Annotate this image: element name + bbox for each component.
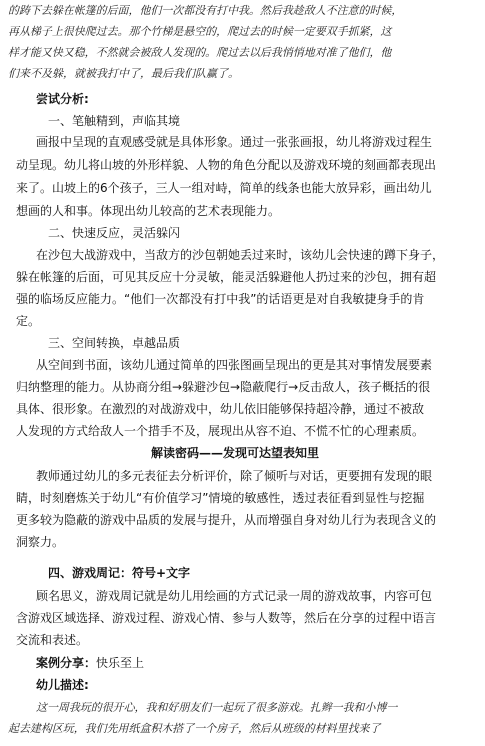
- paragraph-line: 从空间到书面，该幼儿通过简单的四张图画呈现出的更是其对事情发展要素: [36, 358, 433, 372]
- paragraph-line: 交流和表述。: [16, 633, 89, 647]
- quote-line: 起去建构区玩，我们先用纸盒积木搭了一个房子，然后从班级的材料里找来了: [8, 722, 381, 735]
- paragraph-line: 睛，时刻磨炼关于幼儿“有价值学习”情境的敏感性，透过表征看到显性与挖掘: [16, 491, 425, 505]
- quote-line: 再从梯子上很快爬过去。那个竹梯是悬空的，爬过去的时候一定要双手抓紧，这: [8, 25, 392, 38]
- paragraph-line: 定。: [16, 314, 41, 328]
- point-title: 一、笔触精到，声临其境: [48, 114, 181, 128]
- quote-line: 们来不及躲，就被我打中了，最后我们队赢了。: [8, 67, 239, 80]
- paragraph-line: 画报中呈现的直观感受就是具体形象。通过一张张画报，幼儿将游戏过程生: [36, 135, 433, 149]
- paragraph-line: 顾名思义，游戏周记就是幼儿用绘画的方式记录一周的游戏故事，内容可包: [36, 589, 433, 603]
- decode-heading: 解读密码——发现可达望表知里: [151, 446, 320, 460]
- paragraph-line: 更多较为隐蔽的游戏中品质的发展与提升，从而增强自身对幼儿行为表现含义的: [16, 513, 437, 527]
- paragraph-line: 在沙包大战游戏中，当敌方的沙包朝她丢过来时，该幼儿会快速的蹲下身子，: [36, 248, 445, 262]
- paragraph-line: 来了。山坡上的6个孩子，三人一组对峙，简单的线条也能大放异彩，画出幼儿: [16, 181, 432, 195]
- paragraph-line: 归纳整理的能力。从协商分组→躲避沙包→隐蔽爬行→反击敌人，孩子概括的很: [16, 380, 431, 394]
- point-title: 二、快速反应，灵活躲闪: [48, 226, 181, 240]
- section-heading-try-analysis: 尝试分析:: [36, 92, 89, 106]
- case-label: 案例分享：: [36, 656, 97, 670]
- paragraph-line: 动呈现。幼儿将山坡的外形样貌、人物的角色分配以及游戏环境的刻画都表现出: [16, 158, 437, 172]
- quote-line: 的踌下去躲在帐篷的后面，他们一次都没有打中我。然后我趁敌人不注意的时候，: [8, 4, 403, 17]
- point-title: 三、空间转换，卓越品质: [48, 336, 181, 350]
- paragraph-line: 躲在帐篷的后面，可见其反应十分灵敏，能灵活躲避他人扔过来的沙包，拥有超: [16, 270, 437, 284]
- paragraph-line: 具体、很形象。在激烈的对战游戏中，幼儿依旧能够保持超冷静，通过不被敌: [16, 402, 425, 416]
- section-heading-game-journal: 四、游戏周记：符号+文字: [48, 566, 191, 580]
- child-description-label: 幼儿描述:: [36, 678, 89, 692]
- paragraph-line: 强的临场反应能力。“他们一次都没有打中我”的话语更是对自我敏捷身手的肯: [16, 292, 425, 306]
- paragraph-line: 含游戏区域选择、游戏过程、游戏心情、参与人数等，然后在分享的过程中语言: [16, 611, 437, 625]
- quote-line: 这一周我玩的很开心，我和好朋友们一起玩了很多游戏。扎辫一我和小博一: [36, 701, 398, 714]
- quote-line: 样才能又快又稳，不然就会被敌人发现的。爬过去以后我悄悄地对准了他们，他: [8, 46, 392, 59]
- paragraph-line: 想画的人和事。体现出幼儿较高的艺术表现能力。: [16, 204, 281, 218]
- paragraph-line: 教师通过幼儿的多元表征去分析评价，除了倾听与对话，更要拥有发现的眼: [36, 469, 433, 483]
- case-share: [36, 656, 144, 670]
- paragraph-line: 洞察力。: [16, 535, 65, 549]
- case-title: 快乐至上: [96, 656, 145, 670]
- paragraph-line: 人发现的方式给敌人一个措手不及，展现出从容不迫、不慌不忙的心理素质。: [16, 424, 425, 438]
